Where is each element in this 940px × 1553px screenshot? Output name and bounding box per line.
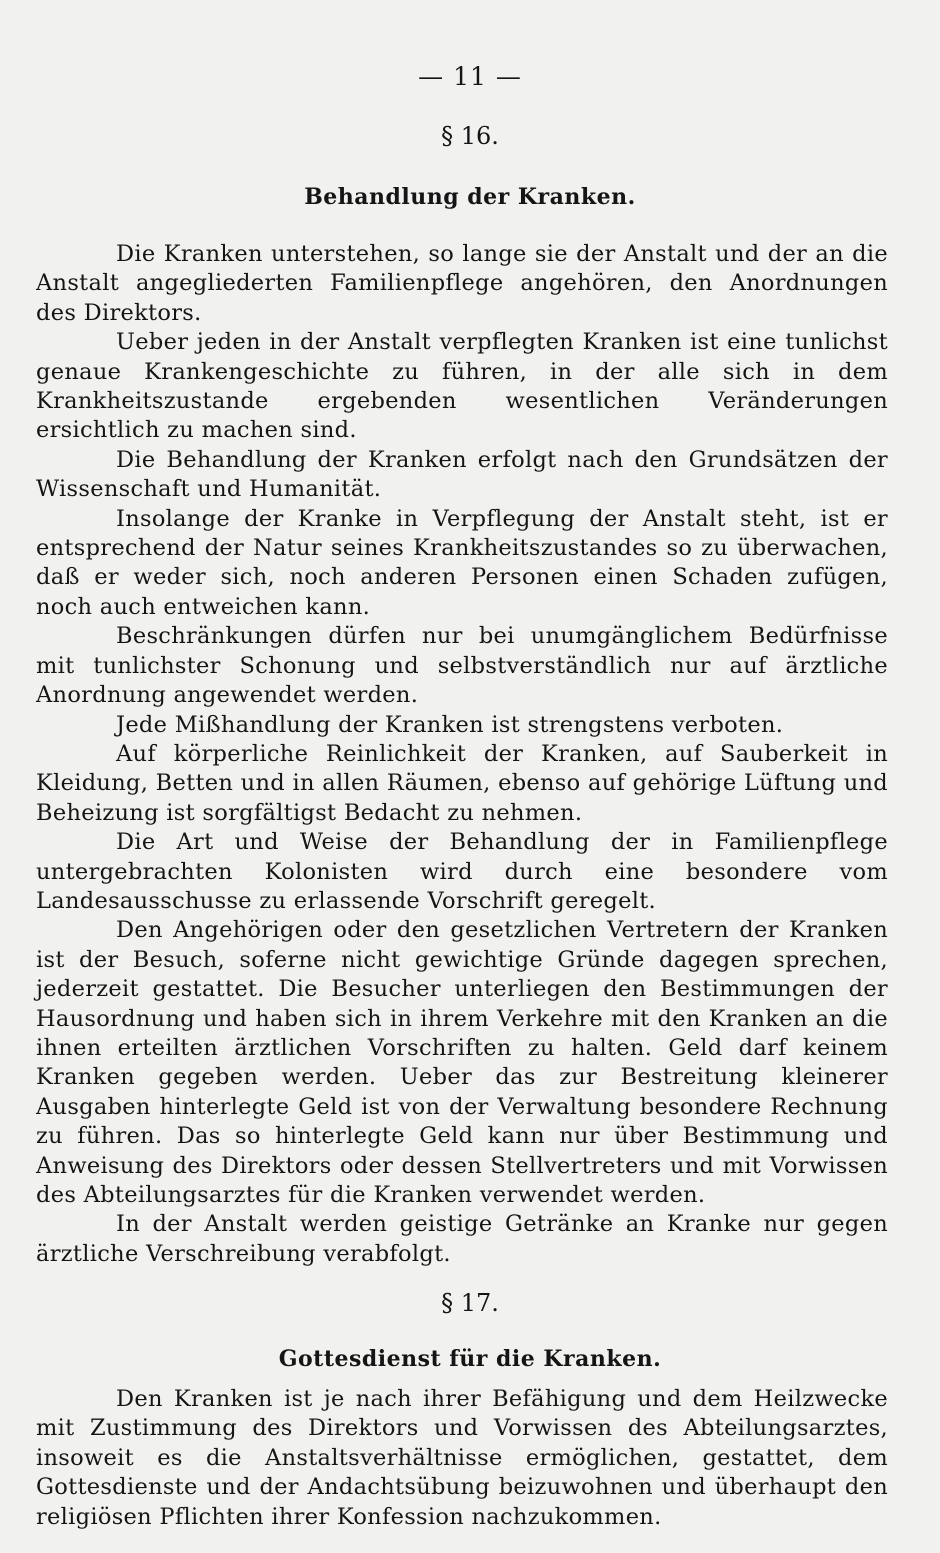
section-17-title: Gottesdienst für die Kranken. [278, 1346, 662, 1372]
paragraph: In der Anstalt werden geistige Getränke an Kranke nur gegen ärztliche Verschreibung verabfolgt. [36, 1211, 888, 1267]
paragraph: Die Kranken unterstehen, so lange sie der Anstalt und der an die Anstalt angegliederten Familienpflege angehören, den Anordnungen des Direktors. [36, 241, 888, 326]
section-16-number: § 16. [441, 122, 499, 150]
section-16-body [36, 240, 888, 1269]
paragraph: Jede Mißhandlung der Kranken ist strengstens verboten. [116, 711, 784, 738]
paragraph: Auf körperliche Reinlichkeit der Kranken, auf Sauberkeit in Kleidung, Betten und in allen Räumen, ebenso auf gehörige Lüftung und Beheizung ist sorgfältigst Bedacht zu nehmen. [36, 740, 888, 826]
section-16-title: Behandlung der Kranken. [304, 184, 636, 210]
paragraph: Die Art und Weise der Behandlung der in Familienpflege untergebrachten Kolonisten wird durch eine besondere vom Landesausschusse zu erlassende Vorschrift geregelt. [36, 829, 888, 914]
paragraph: Den Kranken ist je nach ihrer Befähigung und dem Heilzwecke mit Zustimmung des Direktors und Vorwissen des Abteilungsarztes, insoweit es die Anstaltsverhältnisse ermöglichen, gestattet, dem Gottesdienste und der Andachtsübung beizuwohnen und überhaupt den religiösen Pflichten ihrer Konfession nachzukommen. [36, 1386, 888, 1530]
page-number: — 11 — [418, 62, 522, 91]
paragraph: Die Behandlung der Kranken erfolgt nach den Grundsätzen der Wissenschaft und Humanität. [36, 446, 888, 503]
paragraph: Den Angehörigen oder den gesetzlichen Vertretern der Kranken ist der Besuch, soferne nicht gewichtige Gründe dagegen sprechen, jederzeit gestattet. Die Besucher unterliegen den Bestimmungen der Hausordnung und haben sich in ihrem Verkehre mit den Kranken an die ihnen erteilten ärztlichen Vorschriften zu halten. Geld darf keinem Kranken gegeben werden. Ueber das zur Bestreitung kleinerer Ausgaben hinterlegte Geld ist von der Verwaltung besondere Rechnung zu führen. Das so hinterlegte Geld kann nur über Bestimmung und Anweisung des Direktors oder dessen Stellvertreters und mit Vorwissen des Abteilungsarztes für die Kranken verwendet werden. [36, 917, 888, 1208]
paragraph: Beschränkungen dürfen nur bei unumgänglichem Bedürfnisse mit tunlichster Schonung und selbstverständlich nur auf ärztliche Anordnung angewendet werden. [36, 623, 888, 709]
section-17-body [36, 1385, 888, 1532]
paragraph: Insolange der Kranke in Verpflegung der Anstalt steht, ist er entsprechend der Natur seines Krankheitszustandes so zu überwachen, daß er weder sich, noch anderen Personen einen Schaden zufügen, noch auch entweichen kann. [36, 505, 888, 620]
section-17-number: § 17. [441, 1289, 499, 1317]
paragraph: Ueber jeden in der Anstalt verpflegten Kranken ist eine tunlichst genaue Krankengeschichte zu führen, in der alle sich in dem Krankheitszustande ergebenden wesentlichen Veränderungen ersichtlich zu machen sind. [36, 329, 888, 444]
